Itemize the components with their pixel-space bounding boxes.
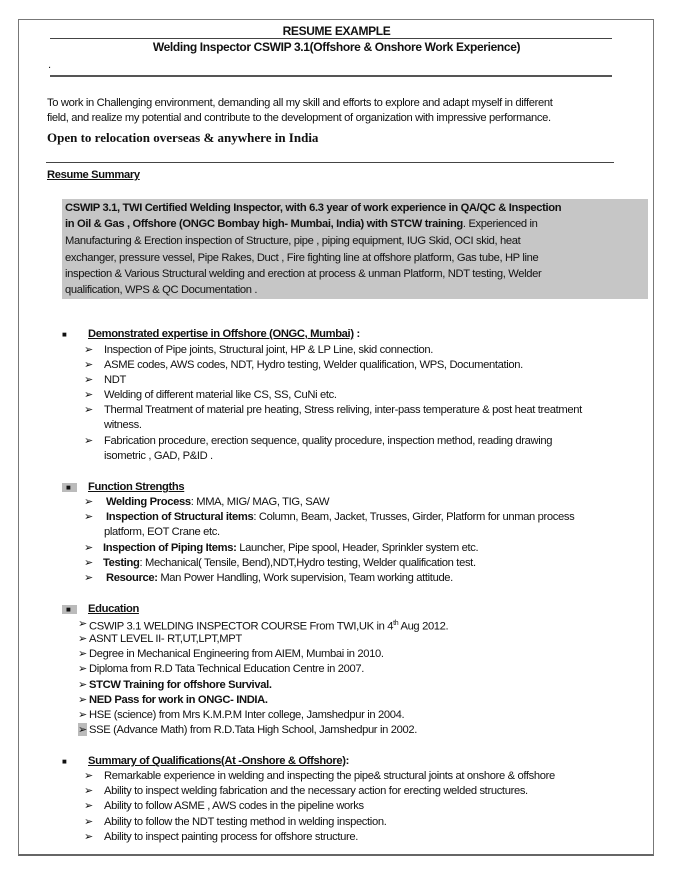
objective-line: field, and realize my potential and contribute to the development of organization with impressive performance.: [47, 112, 551, 124]
strengths-heading: Function Strengths: [88, 481, 185, 493]
summary-line: exchanger, pressure vessel, Pipe Rakes, Duct , Fire fighting line at offshore platform, Gas tube, HP line: [65, 252, 539, 264]
colon: :: [345, 755, 349, 767]
strength-text: : MMA, MIG/ MAG, TIG, SAW: [190, 496, 330, 508]
qualification-item: Ability to inspect welding fabrication and the necessary action for erecting welded structures.: [104, 785, 528, 797]
strength-item: [103, 556, 476, 570]
arrow-bullet-icon: ➢: [84, 389, 94, 401]
strength-text: platform, EOT Crane etc.: [104, 526, 220, 538]
qualification-item: Ability to follow the NDT testing method in welding inspection.: [104, 816, 387, 828]
resume-summary-heading: Resume Summary: [47, 169, 140, 181]
strength-item: [106, 510, 574, 524]
summary-bold: in Oil & Gas , Offshore (ONGC Bombay high- Mumbai, India) with STCW training: [65, 218, 463, 230]
education-text: Degree in Mechanical Engineering from AIEM, Mumbai in 2010.: [89, 648, 384, 660]
resume-subtitle: Welding Inspector CSWIP 3.1(Offshore & Onshore Work Experience): [152, 40, 521, 54]
colon: :: [353, 328, 360, 340]
strength-label: Inspection of Piping Items:: [103, 542, 237, 554]
expertise-item: Inspection of Pipe joints, Structural joint, HP & LP Line, skid connection.: [104, 344, 434, 356]
divider: [50, 75, 612, 77]
dot: .: [48, 59, 51, 71]
education-item: [89, 647, 384, 661]
strength-text: Launcher, Pipe spool, Header, Sprinkler system etc.: [236, 542, 479, 554]
strength-item: [106, 571, 453, 585]
qualifications-heading: [88, 754, 349, 768]
expertise-heading-text: Demonstrated expertise in Offshore (ONGC, Mumbai): [88, 328, 354, 340]
arrow-bullet-icon: ➢: [84, 572, 94, 584]
education-bold: STCW Training for offshore Survival.: [89, 679, 272, 691]
education-item: [89, 708, 404, 722]
arrow-bullet-icon: ➢: [84, 557, 94, 569]
expertise-item: Thermal Treatment of material pre heating, Stress reliving, inter-pass temperature & post heat treatment: [104, 404, 582, 416]
arrow-bullet-icon: ➢: [84, 359, 94, 371]
arrow-bullet-icon: ➢: [78, 724, 88, 736]
arrow-bullet-icon: ➢: [84, 770, 94, 782]
qualification-item: Remarkable experience in welding and inspecting the pipe& structural joints at onshore & offshore: [104, 770, 555, 782]
expertise-item: ASME codes, AWS codes, NDT, Hydro testing, Welder qualification, WPS, Documentation.: [104, 359, 523, 371]
education-text: HSE (science) from Mrs K.M.P.M Inter college, Jamshedpur in 2004.: [89, 709, 405, 721]
divider: [50, 38, 612, 39]
strength-text: Man Power Handling, Work supervision, Team working attitude.: [157, 572, 453, 584]
strength-text: : Mechanical( Tensile, Bend),NDT,Hydro testing, Welder qualification test.: [139, 557, 476, 569]
strength-label: Inspection of Structural items: [106, 511, 254, 523]
education-item: [89, 678, 272, 692]
divider: [46, 162, 614, 163]
expertise-item: Welding of different material like CS, SS, CuNi etc.: [104, 389, 337, 401]
strength-item: [106, 495, 329, 509]
qualification-item: Ability to follow ASME , AWS codes in the pipeline works: [104, 800, 364, 812]
relocation-note: Open to relocation overseas & anywhere in India: [47, 130, 319, 145]
square-bullet-icon: ■: [62, 605, 77, 614]
arrow-bullet-icon: ➢: [84, 511, 94, 523]
arrow-bullet-icon: ➢: [78, 694, 88, 706]
square-bullet-icon: ■: [62, 330, 67, 339]
resume-title: RESUME EXAMPLE: [282, 24, 391, 38]
education-item: [89, 723, 417, 737]
strength-label: Welding Process: [106, 496, 191, 508]
strength-text: : Column, Beam, Jacket, Trusses, Girder, Platform for unman process: [253, 511, 575, 523]
expertise-item: Fabrication procedure, erection sequence, quality procedure, inspection method, reading drawing: [104, 435, 553, 447]
arrow-bullet-icon: ➢: [78, 648, 88, 660]
strength-label: Testing: [103, 557, 140, 569]
education-text: ASNT LEVEL II- RT,UT,LPT,MPT: [89, 633, 242, 645]
education-item: [89, 662, 364, 676]
qualification-item: Ability to inspect painting process for offshore structure.: [104, 831, 358, 843]
square-bullet-icon: ■: [62, 757, 67, 766]
education-item: [89, 632, 242, 646]
arrow-bullet-icon: ➢: [84, 404, 94, 416]
arrow-bullet-icon: ➢: [84, 542, 94, 554]
strength-item: [104, 525, 220, 539]
strength-item: [103, 541, 478, 555]
arrow-bullet-icon: ➢: [84, 831, 94, 843]
arrow-bullet-icon: ➢: [78, 663, 88, 675]
objective-line: To work in Challenging environment, demanding all my skill and efforts to explore and adapt myself in different: [47, 97, 553, 109]
arrow-bullet-icon: ➢: [84, 374, 94, 386]
education-item: [89, 693, 268, 707]
arrow-bullet-icon: ➢: [78, 618, 88, 630]
education-bold: NED Pass for work in ONGC- INDIA.: [89, 694, 268, 706]
arrow-bullet-icon: ➢: [78, 709, 88, 721]
summary-line: qualification, WPS & QC Documentation .: [65, 284, 258, 296]
expertise-heading: [88, 327, 360, 341]
arrow-bullet-icon: ➢: [78, 679, 88, 691]
arrow-bullet-icon: ➢: [78, 633, 88, 645]
arrow-bullet-icon: ➢: [84, 816, 94, 828]
square-bullet-icon: ■: [62, 483, 77, 492]
summary-line: inspection & Various Structural welding and erection at process & unman Platform, NDT testing, Welder: [65, 268, 542, 280]
strength-label: Resource:: [106, 572, 158, 584]
summary-line: Manufacturing & Erection inspection of Structure, pipe , piping equipment, IUG Skid, OCI skid, heat: [65, 235, 521, 247]
education-text: Diploma from R.D Tata Technical Education Centre in 2007.: [89, 663, 365, 675]
expertise-item: witness.: [104, 419, 142, 431]
education-heading: Education: [88, 603, 139, 615]
expertise-item: NDT: [104, 374, 126, 386]
arrow-bullet-icon: ➢: [84, 785, 94, 797]
summary-line: CSWIP 3.1, TWI Certified Welding Inspector, with 6.3 year of work experience in QA/QC & Inspection: [65, 202, 562, 214]
superscript: th: [393, 620, 399, 627]
arrow-bullet-icon: ➢: [84, 496, 94, 508]
arrow-bullet-icon: ➢: [84, 435, 94, 447]
education-text: Aug 2012.: [398, 620, 449, 633]
qualifications-heading-text: Summary of Qualifications(At -Onshore & Offshore): [88, 755, 346, 767]
arrow-bullet-icon: ➢: [84, 800, 94, 812]
expertise-item: isometric , GAD, P&ID .: [104, 450, 213, 462]
arrow-bullet-icon: ➢: [84, 344, 94, 356]
education-text: CSWIP 3.1 WELDING INSPECTOR COURSE From TWI,UK in 4: [89, 620, 394, 633]
education-text: SSE (Advance Math) from R.D.Tata High School, Jamshedpur in 2002.: [89, 724, 417, 736]
summary-text: . Experienced in: [462, 218, 538, 230]
summary-line: [65, 217, 538, 231]
